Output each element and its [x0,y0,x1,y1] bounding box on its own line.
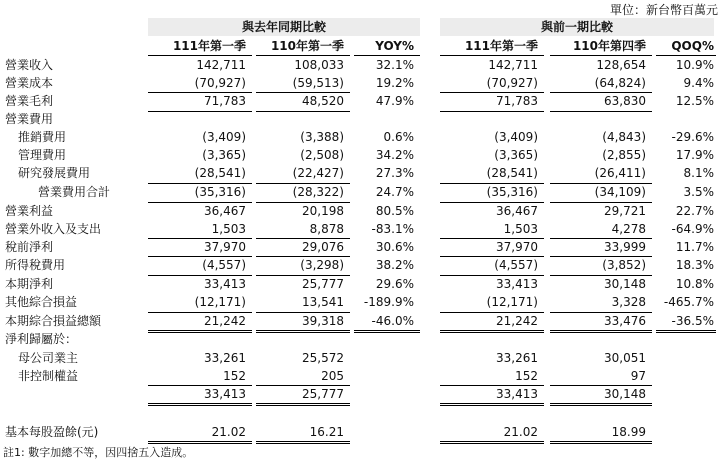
row-value: 48,520 [302,94,344,108]
double-rule [256,403,350,404]
row-value: 19.2% [375,76,414,90]
row-value: 33,413 [204,277,246,291]
row-value: (70,927) [486,76,538,90]
double-rule [440,330,544,331]
row-label: 母公司業主 [18,351,79,365]
single-rule [256,111,350,112]
row-value: (12,171) [194,295,246,309]
row-value: 37,970 [496,240,538,254]
row-label: 營業外收入及支出 [5,222,102,236]
row-value: -189.9% [363,295,414,309]
single-rule [256,275,350,276]
single-rule [148,312,252,313]
row-value: 1,503 [211,222,246,236]
row-value: (12,171) [486,295,538,309]
row-value: (28,322) [292,185,344,199]
row-value: 108,033 [294,58,344,72]
header-underline [550,55,652,56]
row-value: (22,427) [292,166,344,180]
row-value: 34.2% [375,148,414,162]
row-value: 8,878 [309,222,344,236]
row-value: 13,541 [302,295,344,309]
single-rule [256,256,350,257]
row-value: 12.5% [675,94,714,108]
row-value: 22.7% [675,204,714,218]
row-label: 營業收入 [5,58,54,72]
row-value: 30,148 [604,277,646,291]
row-value: 29,721 [604,204,646,218]
single-rule [256,238,350,239]
row-value: (3,388) [300,130,344,144]
row-label: 營業費用 [5,112,54,126]
row-value: (4,843) [602,130,646,144]
row-value: (3,365) [202,148,246,162]
row-label: 營業成本 [5,76,54,90]
row-value: 18.99 [611,425,646,439]
row-value: 16.21 [309,425,344,439]
row-value: (35,316) [486,185,538,199]
single-rule [256,202,350,203]
row-value: 29,076 [302,240,344,254]
double-rule [550,443,652,444]
row-value: (28,541) [486,166,538,180]
single-rule [550,183,652,184]
row-value: (64,824) [594,76,646,90]
header-underline [656,55,716,56]
single-rule [440,202,544,203]
header-underline [440,55,544,56]
row-value: 33,261 [204,351,246,365]
header-underline [354,55,420,56]
row-value: 39,318 [302,314,344,328]
single-rule [440,385,544,386]
row-value: 17.9% [675,148,714,162]
row-value: 33,476 [604,314,646,328]
row-value: 33,999 [604,240,646,254]
row-value: 37,970 [204,240,246,254]
single-rule [550,256,652,257]
row-value: 97 [630,369,646,383]
row-value: 38.2% [375,258,414,272]
row-value: 25,777 [302,387,344,401]
row-value: 152 [515,369,538,383]
single-rule [440,92,544,93]
row-value: 9.4% [683,76,714,90]
row-value: (26,411) [594,166,646,180]
double-rule [440,443,544,444]
single-rule [440,183,544,184]
double-rule [148,405,252,406]
row-value: 128,654 [596,58,646,72]
row-value: 25,572 [302,351,344,365]
row-value: 20,198 [302,204,344,218]
row-label: 所得稅費用 [5,258,66,272]
row-value: 205 [321,369,344,383]
single-rule [550,111,652,112]
single-rule [550,312,652,313]
row-value: 32.1% [375,58,414,72]
row-value: 142,711 [196,58,246,72]
row-label: 營業毛利 [5,94,54,108]
double-rule [550,405,652,406]
row-value: (3,365) [494,148,538,162]
header-underline [148,55,252,56]
double-rule [148,403,252,404]
double-rule [550,441,652,442]
double-rule [256,330,350,331]
single-rule [550,275,652,276]
single-rule [148,256,252,257]
double-rule [148,332,252,333]
row-value: 30.6% [375,240,414,254]
row-label: 其他綜合損益 [5,295,78,309]
row-value: 33,413 [204,387,246,401]
row-value: 21,242 [204,314,246,328]
row-value: 47.9% [375,94,414,108]
single-rule [256,385,350,386]
column-header: 111年第一季 [172,39,246,53]
row-value: -64.9% [671,222,714,236]
double-rule [256,441,350,442]
row-label: 營業費用合計 [38,185,111,199]
row-value: 10.8% [675,277,714,291]
row-value: 3,328 [611,295,646,309]
unit-label: 單位：新台幣百萬元 [609,3,718,17]
row-value: 11.7% [675,240,714,254]
row-value: 0.6% [383,130,414,144]
row-value: 152 [223,369,246,383]
row-label: 營業利益 [5,204,54,218]
column-header: 110年第一季 [270,39,344,53]
row-value: (4,557) [494,258,538,272]
double-rule [354,332,420,333]
single-rule [550,202,652,203]
group-title-yoy: 與去年同期比較 [148,18,420,36]
double-rule [550,332,652,333]
row-value: (4,557) [202,258,246,272]
double-rule [148,330,252,331]
row-value: 30,051 [604,351,646,365]
row-value: 24.7% [375,185,414,199]
row-value: 33,413 [496,277,538,291]
row-value: (2,855) [602,148,646,162]
single-rule [550,92,652,93]
single-rule [440,312,544,313]
group-title-qoq: 與前一期比較 [440,18,714,36]
row-value: 1,503 [503,222,538,236]
row-label: 稅前淨利 [5,240,54,254]
row-value: (3,409) [494,130,538,144]
row-value: 8.1% [683,166,714,180]
single-rule [440,256,544,257]
row-value: 21.02 [503,425,538,439]
single-rule [148,183,252,184]
row-value: 18.3% [675,258,714,272]
row-value: 36,467 [496,204,538,218]
single-rule [256,183,350,184]
row-value: 71,783 [496,94,538,108]
row-value: 80.5% [375,204,414,218]
double-rule [256,332,350,333]
row-value: (3,298) [300,258,344,272]
double-rule [440,332,544,333]
row-value: 33,261 [496,351,538,365]
double-rule [256,443,350,444]
row-value: 36,467 [204,204,246,218]
single-rule [550,385,652,386]
row-value: 21,242 [496,314,538,328]
double-rule [440,403,544,404]
footnote: 註1: 數字加總不等，因四捨五入造成。 [3,446,194,459]
row-value: -46.0% [371,314,414,328]
single-rule [148,92,252,93]
double-rule [550,403,652,404]
single-rule [256,92,350,93]
row-label: 本期淨利 [5,277,54,291]
row-value: 27.3% [375,166,414,180]
row-value: (28,541) [194,166,246,180]
column-header: 110年第四季 [572,39,646,53]
double-rule [148,441,252,442]
row-value: 3.5% [683,185,714,199]
single-rule [148,275,252,276]
column-header: QOQ% [671,39,714,53]
row-label: 淨利歸屬於： [5,332,78,346]
single-rule [148,111,252,112]
row-value: -83.1% [371,222,414,236]
single-rule [440,111,544,112]
row-label: 基本每股盈餘(元) [5,425,99,439]
row-value: -465.7% [663,295,714,309]
row-value: 30,148 [604,387,646,401]
row-value: (3,852) [602,258,646,272]
double-rule [440,405,544,406]
row-value: 142,711 [488,58,538,72]
row-label: 管理費用 [18,148,67,162]
row-value: (59,513) [292,76,344,90]
header-underline [256,55,350,56]
row-value: (2,508) [300,148,344,162]
row-value: 63,830 [604,94,646,108]
row-value: 71,783 [204,94,246,108]
row-value: -36.5% [671,314,714,328]
single-rule [148,202,252,203]
row-value: 10.9% [675,58,714,72]
row-value: 21.02 [211,425,246,439]
row-value: 29.6% [375,277,414,291]
single-rule [550,238,652,239]
double-rule [656,330,716,331]
row-label: 非控制權益 [18,369,79,383]
row-value: (70,927) [194,76,246,90]
single-rule [148,385,252,386]
double-rule [550,330,652,331]
column-header: 111年第一季 [464,39,538,53]
row-value: (35,316) [194,185,246,199]
double-rule [256,405,350,406]
row-label: 推銷費用 [18,130,67,144]
row-value: (3,409) [202,130,246,144]
row-label: 研究發展費用 [18,166,91,180]
double-rule [440,441,544,442]
double-rule [354,330,420,331]
row-value: 33,413 [496,387,538,401]
column-header: YOY% [375,39,414,53]
row-value: 25,777 [302,277,344,291]
row-value: -29.6% [671,130,714,144]
row-value: (34,109) [594,185,646,199]
row-label: 本期綜合損益總額 [5,314,102,328]
single-rule [440,275,544,276]
single-rule [148,238,252,239]
row-value: 4,278 [611,222,646,236]
single-rule [440,238,544,239]
double-rule [656,332,716,333]
single-rule [256,312,350,313]
